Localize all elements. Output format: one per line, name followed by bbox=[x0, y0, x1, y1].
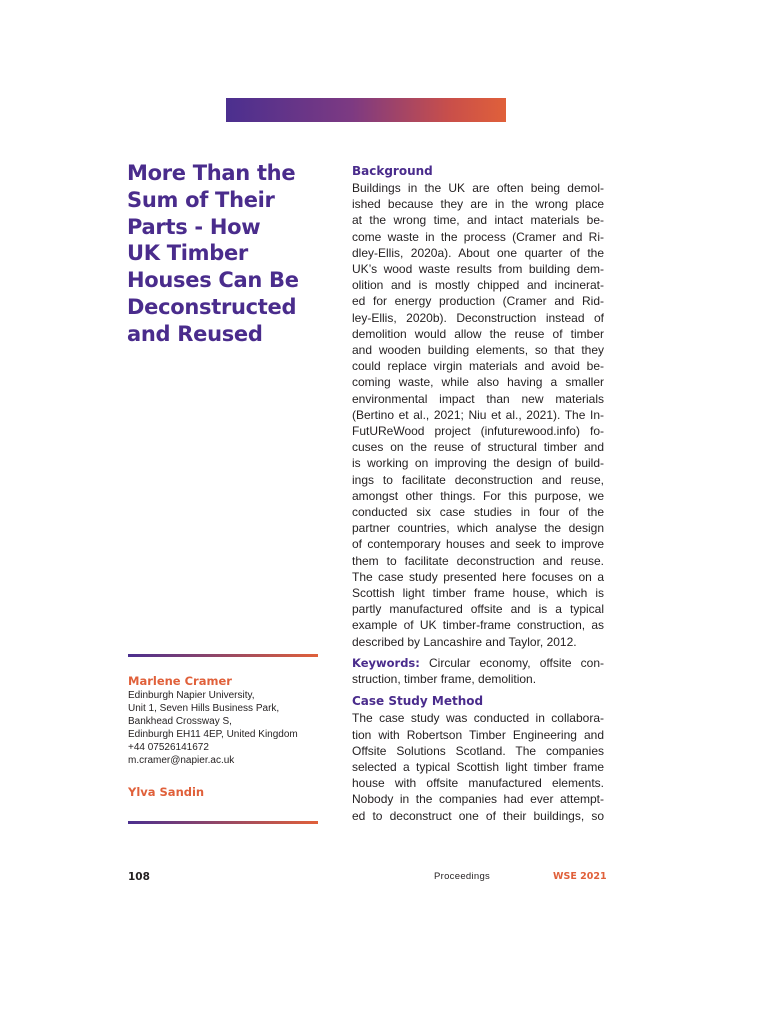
body-text-line: of contemporary houses and seek to improve bbox=[352, 537, 604, 552]
second-author-name: Ylva Sandin bbox=[128, 785, 205, 799]
body-text-line: ished because they are in the wrong place bbox=[352, 197, 604, 212]
body-text-line: and wooden building elements, so that they bbox=[352, 343, 604, 358]
body-text-line: partner countries, which analyse the design bbox=[352, 521, 604, 536]
author-divider-top bbox=[128, 654, 318, 657]
body-text-line: amongst other things. For this purpose, we bbox=[352, 488, 604, 503]
title-line: More Than the bbox=[127, 161, 296, 185]
body-text-line: house with offsite manufactured elements. bbox=[352, 776, 604, 791]
body-text-line: could replace virgin materials and avoid be- bbox=[352, 359, 604, 374]
affiliation-line: Edinburgh Napier University, bbox=[128, 690, 255, 701]
body-text-line: FutUReWood project (infuturewood.info) fo- bbox=[352, 424, 604, 439]
body-text-line: Nobody in the companies had ever attempt- bbox=[352, 792, 604, 807]
author-info bbox=[128, 674, 328, 768]
article-body bbox=[352, 163, 604, 824]
email-address: m.cramer@napier.ac.uk bbox=[128, 755, 235, 767]
title-line: Houses Can Be bbox=[127, 268, 299, 293]
affiliation-line: Bankhead Crossway S, bbox=[128, 716, 232, 728]
body-text-line: (Bertino et al., 2021; Niu et al., 2021). The In- bbox=[352, 407, 604, 422]
page-number: 108 bbox=[128, 871, 150, 883]
body-text-line: The case study was conducted in collabora- bbox=[352, 711, 604, 726]
body-text-line: UK’s wood waste results from building dem- bbox=[352, 262, 604, 277]
body-text-line: described by Lancashire and Taylor, 2012. bbox=[352, 634, 577, 649]
body-text-line: Scottish light timber frame house, which is bbox=[352, 586, 604, 601]
section-heading-background: Background bbox=[352, 164, 433, 178]
keywords-label: Keywords: bbox=[352, 655, 420, 670]
body-text-line: tion with Robertson Timber Engineering and bbox=[352, 727, 604, 742]
body-text-line: example of UK timber-frame construction, as bbox=[352, 618, 604, 633]
keywords-paragraph bbox=[352, 655, 604, 687]
header-gradient-bar bbox=[226, 98, 506, 122]
author-name: Marlene Cramer bbox=[128, 674, 232, 688]
body-text-line: cuses on the reuse of structural timber and bbox=[352, 440, 604, 455]
body-text-line: is working on improving the design of build- bbox=[352, 456, 604, 471]
keywords-line: struction, timber frame, demolition. bbox=[352, 672, 537, 687]
method-paragraph bbox=[352, 710, 604, 823]
body-text-line: selected a typical Scottish light timber frame bbox=[352, 759, 604, 774]
body-text-line: conducted six case studies in four of the bbox=[352, 505, 604, 520]
title-line: UK Timber bbox=[127, 241, 248, 266]
footer-conference: WSE 2021 bbox=[553, 871, 607, 882]
body-text-line: ley-Ellis, 2020b). Deconstruction instead of bbox=[352, 310, 604, 325]
body-text-line: environmental impact than new materials bbox=[352, 391, 604, 406]
author-divider-bottom bbox=[128, 821, 318, 824]
title-line: and Reused bbox=[127, 321, 263, 346]
article-title bbox=[127, 160, 327, 348]
body-text-line: at the wrong time, and intact materials be- bbox=[352, 213, 604, 228]
body-text-line: partly manufactured offsite and is a typical bbox=[352, 602, 604, 617]
footer-proceedings: Proceedings bbox=[434, 871, 491, 882]
title-line: Deconstructed bbox=[127, 294, 297, 319]
body-text-line: The case study presented here focuses on a bbox=[352, 569, 604, 584]
body-text-line: Offsite Solutions Scotland. The companies bbox=[352, 743, 604, 758]
phone-number: +44 07526141672 bbox=[128, 742, 209, 754]
background-paragraph bbox=[352, 180, 604, 650]
body-text-line: ed to deconstruct one of their buildings, so bbox=[352, 808, 604, 823]
body-text-line: demolition would allow the reuse of timber bbox=[352, 326, 604, 341]
keywords-line bbox=[352, 655, 604, 671]
body-text-line: ings to facilitate deconstruction and reuse, bbox=[352, 472, 604, 487]
title-line: Parts - How bbox=[127, 214, 261, 239]
body-text-line: ed for energy production (Cramer and Rid- bbox=[352, 294, 604, 309]
body-text-line: coming waste, while also having a smaller bbox=[352, 375, 604, 390]
body-text-line: them to facilitate deconstruction and reuse. bbox=[352, 553, 604, 568]
affiliation-line: Edinburgh EH11 4EP, United Kingdom bbox=[128, 729, 298, 741]
section-heading-method: Case Study Method bbox=[352, 694, 484, 709]
title-line: Sum of Their bbox=[127, 187, 275, 212]
affiliation-line: Unit 1, Seven Hills Business Park, bbox=[128, 703, 280, 715]
body-text-line: Buildings in the UK are often being demol- bbox=[352, 181, 604, 195]
keywords-text: Circular economy, offsite con- bbox=[419, 655, 604, 670]
body-text-line: dley-Ellis, 2020a). About one quarter of the bbox=[352, 245, 604, 260]
body-text-line: olition and is mostly chipped and incinerat- bbox=[352, 278, 604, 293]
body-text-line: come waste in the process (Cramer and Ri- bbox=[352, 229, 604, 244]
